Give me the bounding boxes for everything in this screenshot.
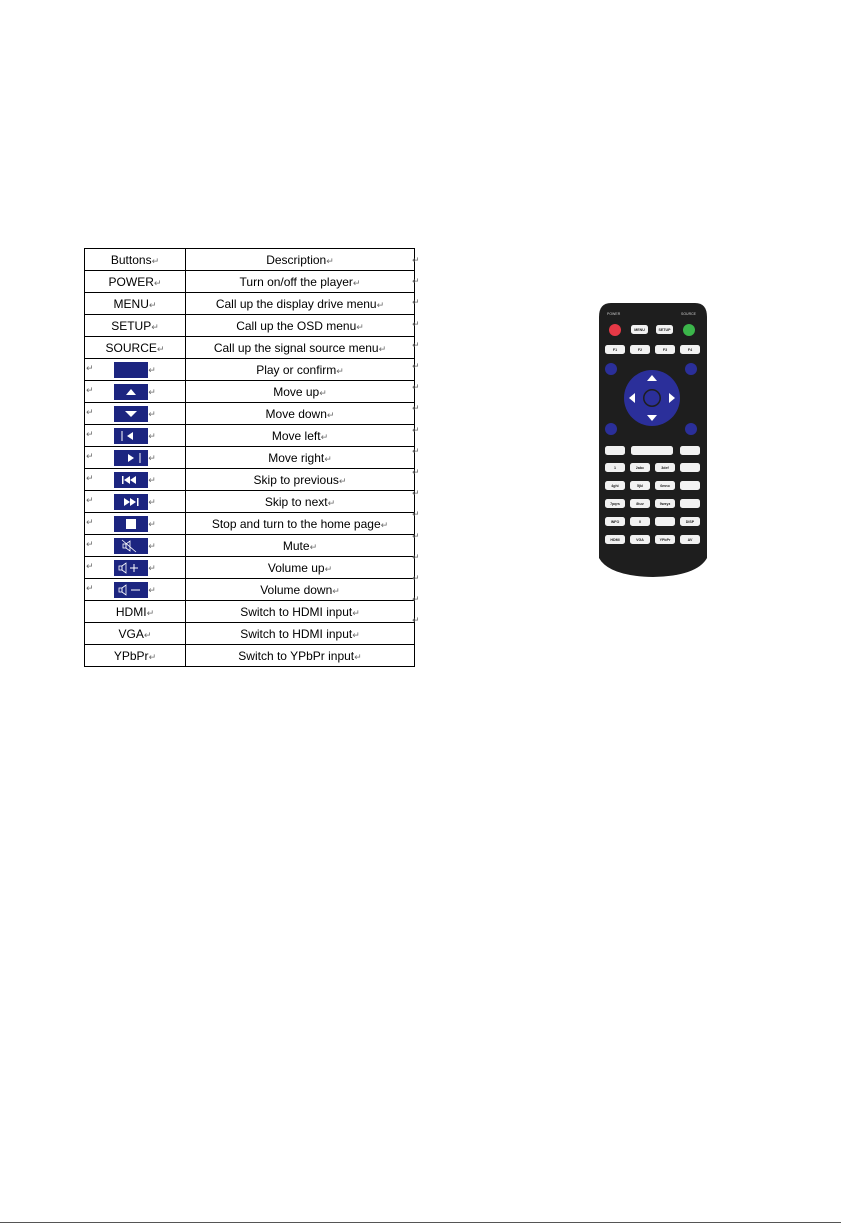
row-end-mark: ↵ (412, 531, 420, 542)
description-cell: Move right↵ (186, 447, 415, 469)
table-row (85, 447, 415, 469)
table-row (85, 337, 415, 359)
description-cell: Call up the signal source menu↵ (186, 337, 415, 359)
remote-info-row-button (605, 517, 625, 526)
remote-vol-key (680, 499, 700, 508)
button-cell: ↵ ↵ (85, 491, 186, 513)
button-cell: ↵ ↵ (85, 425, 186, 447)
button-cell: VGA↵ (85, 623, 186, 645)
button-cell: YPbPr↵ (85, 645, 186, 667)
buttons-table (84, 248, 415, 667)
volume-up-icon (114, 560, 148, 576)
button-cell: ↵ ↵ (85, 579, 186, 601)
svg-text:7pqrs: 7pqrs (610, 501, 620, 506)
remote-source-row-button (605, 535, 625, 544)
stop-icon (114, 516, 148, 532)
svg-text:8tuv: 8tuv (636, 501, 644, 506)
row-end-mark: ↵ (412, 298, 420, 309)
svg-text:AV: AV (687, 537, 693, 542)
remote-search-button (685, 363, 697, 375)
row-end-mark: ↵ (412, 383, 420, 394)
button-name: POWER (108, 274, 154, 289)
svg-text:VGA: VGA (636, 537, 644, 542)
remote-menu-button (631, 325, 648, 334)
remote-f3-button (655, 345, 675, 354)
table-row (85, 557, 415, 579)
table-row (85, 623, 415, 645)
button-cell: ↵ ↵ (85, 469, 186, 491)
remote-digit-button (630, 463, 650, 472)
table-row (85, 645, 415, 667)
remote-setup-button (656, 325, 673, 334)
arrow-right-icon (114, 450, 148, 466)
remote-vol-key (680, 481, 700, 490)
description-cell: Switch to YPbPr input↵ (186, 645, 415, 667)
description-cell: Move left↵ (186, 425, 415, 447)
button-cell: ↵ ↵ (85, 513, 186, 535)
remote-source-row-button (680, 535, 700, 544)
button-name: SETUP (111, 318, 152, 333)
description-cell: Switch to HDMI input↵ (186, 623, 415, 645)
row-end-mark: ↵ (412, 510, 420, 521)
description-cell: Move down↵ (186, 403, 415, 425)
description-cell: Switch to HDMI input↵ (186, 601, 415, 623)
svg-text:0: 0 (639, 519, 641, 524)
remote-source-button (683, 324, 695, 336)
remote-info-row-button (680, 517, 700, 526)
button-name: YPbPr (113, 648, 149, 663)
remote-digit-button (605, 481, 625, 490)
description-text: Move right (268, 450, 325, 465)
table-row (85, 425, 415, 447)
remote-f2-button (630, 345, 650, 354)
remote-power-button (609, 324, 621, 336)
svg-text:9wxyz: 9wxyz (659, 501, 671, 506)
button-cell: SETUP↵ (85, 315, 186, 337)
remote-info-row-button (655, 517, 675, 526)
remote-control-image (597, 303, 709, 577)
description-text: Switch to YPbPr input (238, 648, 355, 663)
description-text: Switch to HDMI input (240, 626, 353, 641)
arrow-down-icon (114, 406, 148, 422)
description-text: Skip to next (264, 494, 328, 509)
play-pause-icon (114, 362, 148, 378)
skip-next-icon (114, 494, 148, 510)
table-row (85, 579, 415, 601)
remote-source-row-button (630, 535, 650, 544)
description-text: Call up the signal source menu (213, 340, 379, 355)
description-cell: Turn on/off the player↵ (186, 271, 415, 293)
button-cell: ↵ ↵ (85, 447, 186, 469)
button-name: MENU (113, 296, 149, 311)
remote-digit-button (605, 463, 625, 472)
svg-text:4ghi: 4ghi (611, 483, 619, 488)
table-header-row (85, 249, 415, 271)
description-text: Skip to previous (253, 472, 339, 487)
svg-text:F3: F3 (662, 347, 668, 352)
row-end-mark: ↵ (412, 319, 420, 330)
svg-text:F2: F2 (637, 347, 643, 352)
description-text: Switch to HDMI input (240, 604, 353, 619)
button-cell: MENU↵ (85, 293, 186, 315)
description-text: Volume up (267, 560, 325, 575)
button-name: HDMI (115, 604, 147, 619)
row-end-mark: ↵ (412, 489, 420, 500)
remote-digit-button (655, 463, 675, 472)
svg-text:SETUP: SETUP (658, 327, 671, 332)
description-text: Move left (271, 428, 321, 443)
svg-text:YPbPr: YPbPr (659, 537, 671, 542)
description-text: Move down (265, 406, 327, 421)
table-row (85, 513, 415, 535)
description-text: Move up (273, 384, 320, 399)
table-row (85, 535, 415, 557)
skip-previous-icon (114, 472, 148, 488)
table-row (85, 359, 415, 381)
row-end-mark: ↵ (412, 362, 420, 372)
row-end-mark: ↵ (412, 340, 420, 351)
description-cell: Mute↵ (186, 535, 415, 557)
header-buttons: Buttons↵ (85, 249, 186, 271)
table-row (85, 381, 415, 403)
table-row (85, 403, 415, 425)
description-cell: Skip to previous↵ (186, 469, 415, 491)
description-text: Mute (282, 538, 310, 553)
button-cell: HDMI↵ (85, 601, 186, 623)
remote-vol-button (605, 423, 617, 435)
remote-digit-button (605, 499, 625, 508)
description-text: Call up the OSD menu (236, 318, 357, 333)
table-row (85, 271, 415, 293)
remote-next-button (680, 446, 700, 455)
table-row (85, 491, 415, 513)
remote-digit-button (630, 481, 650, 490)
svg-text:F4: F4 (687, 347, 693, 352)
svg-text:MENU: MENU (634, 327, 645, 332)
button-cell: ↵ ↵ (85, 535, 186, 557)
remote-vol-key (680, 463, 700, 472)
row-end-mark: ↵ (412, 552, 420, 563)
remote-digit-button (630, 499, 650, 508)
page-bottom-rule (0, 1222, 841, 1223)
row-end-mark: ↵ (412, 404, 420, 415)
row-end-mark: ↵ (412, 256, 420, 266)
description-cell: Move up↵ (186, 381, 415, 403)
description-text: Turn on/off the player (239, 274, 353, 289)
svg-text:5jkl: 5jkl (637, 483, 643, 488)
description-cell: Volume up↵ (186, 557, 415, 579)
description-text: Stop and turn to the home page (211, 516, 381, 531)
table-row (85, 293, 415, 315)
table-row (85, 601, 415, 623)
button-name: VGA (118, 626, 144, 641)
row-end-mark: ↵ (412, 595, 420, 606)
description-cell: Skip to next↵ (186, 491, 415, 513)
button-cell: SOURCE↵ (85, 337, 186, 359)
button-cell: ↵ ↵ (85, 557, 186, 579)
remote-power-label: POWER (607, 312, 621, 316)
row-end-mark: ↵ (412, 468, 420, 478)
svg-text:F1: F1 (612, 347, 618, 352)
remote-stop-button (631, 446, 673, 455)
row-end-mark: ↵ (412, 446, 420, 457)
remote-f4-button (680, 345, 700, 354)
row-end-mark: ↵ (412, 277, 420, 288)
button-cell: POWER↵ (85, 271, 186, 293)
remote-source-row-button (655, 535, 675, 544)
arrow-left-icon (114, 428, 148, 444)
remote-f1-button (605, 345, 625, 354)
remote-ok-button (645, 391, 660, 406)
button-cell: ↵ ↵ (85, 359, 186, 381)
description-text: Play or confirm (256, 362, 337, 377)
svg-text:2abc: 2abc (635, 465, 645, 470)
remote-prev-button (605, 446, 625, 455)
table-row (85, 315, 415, 337)
volume-down-icon (114, 582, 148, 598)
svg-text:INFO: INFO (610, 519, 620, 524)
svg-text:DISP: DISP (685, 519, 695, 524)
svg-text:HDMI: HDMI (610, 537, 620, 542)
remote-list-button (605, 363, 617, 375)
svg-text:1: 1 (614, 465, 616, 470)
description-text: Call up the display drive menu (215, 296, 377, 311)
remote-digit-button (655, 481, 675, 490)
remote-source-label: SOURCE (681, 312, 696, 316)
button-cell: ↵ ↵ (85, 403, 186, 425)
description-cell: Call up the OSD menu↵ (186, 315, 415, 337)
svg-text:6mno: 6mno (660, 483, 670, 488)
description-cell: Volume down↵ (186, 579, 415, 601)
description-cell: Play or confirm↵ (186, 359, 415, 381)
remote-back-button (685, 423, 697, 435)
remote-info-row-button (630, 517, 650, 526)
button-cell: ↵ ↵ (85, 381, 186, 403)
row-end-mark: ↵ (412, 425, 420, 436)
row-end-mark: ↵ (412, 616, 420, 627)
svg-text:3def: 3def (661, 465, 669, 470)
mute-icon (114, 538, 148, 554)
table-row (85, 469, 415, 491)
row-end-mark: ↵ (412, 574, 420, 584)
button-name: SOURCE (105, 340, 157, 355)
description-cell: Stop and turn to the home page↵ (186, 513, 415, 535)
description-cell: Call up the display drive menu↵ (186, 293, 415, 315)
arrow-up-icon (114, 384, 148, 400)
header-description: Description↵ (186, 249, 415, 271)
description-text: Volume down (260, 582, 333, 597)
remote-digit-button (655, 499, 675, 508)
